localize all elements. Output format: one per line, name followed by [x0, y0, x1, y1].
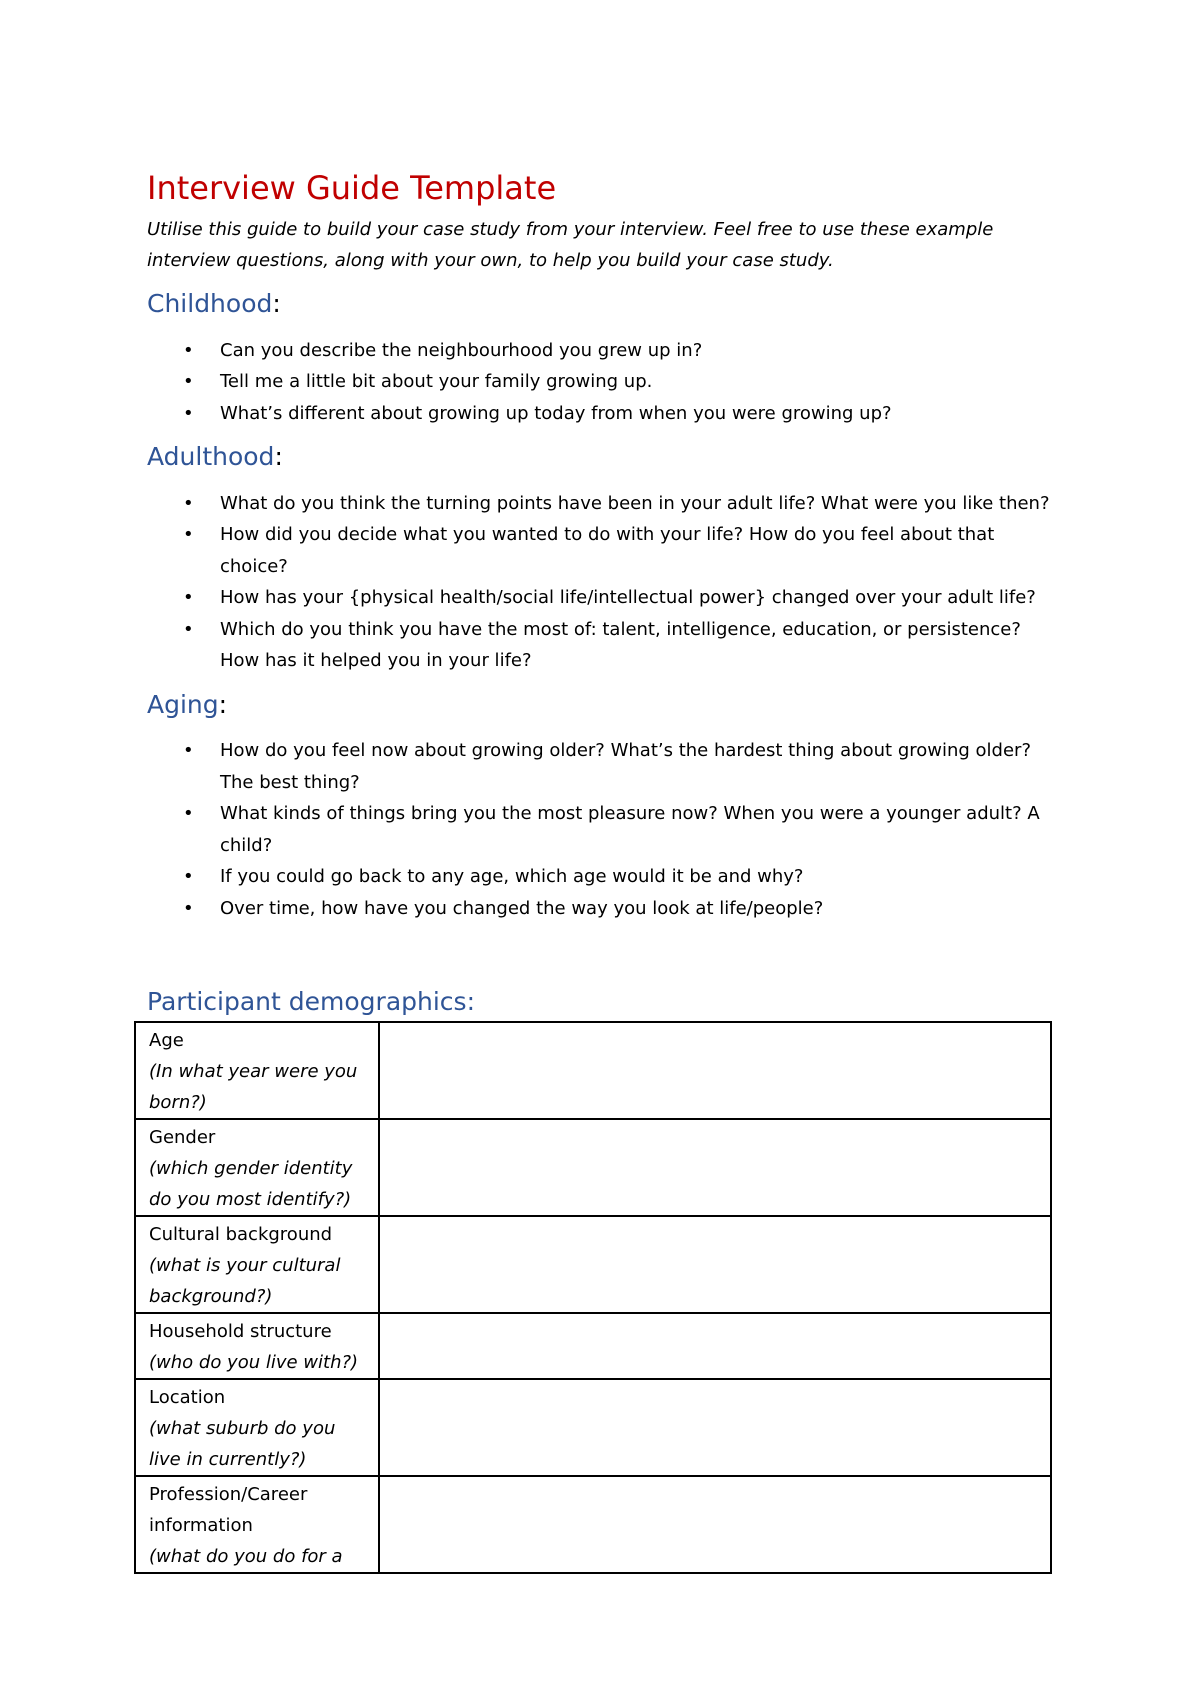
section-heading-text: Adulthood: [147, 442, 275, 471]
row-hint: (what is your cultural background?): [149, 1254, 341, 1307]
row-hint: (who do you live with?): [149, 1351, 359, 1373]
row-label-cell: [135, 1379, 379, 1476]
list-item: [147, 614, 1053, 677]
question-text: If you could go back to any age, which age would it be and why?: [220, 866, 804, 887]
row-label: Gender: [149, 1126, 216, 1148]
gender-value-field[interactable]: [379, 1119, 1051, 1216]
row-hint: (what do you do for a: [149, 1545, 343, 1567]
row-hint: (In what year were you born?): [149, 1060, 358, 1113]
question-text: Which do you think you have the most of: talent, intelligence, education, or persistence? How has it helped you in your life?: [220, 618, 1021, 671]
section-heading-aging: [147, 689, 1053, 722]
row-label-cell: [135, 1313, 379, 1379]
bullet-icon: •: [183, 866, 194, 887]
list-item: [147, 366, 1053, 398]
bullet-icon: •: [183, 339, 194, 361]
demographics-table: [134, 1021, 1052, 1574]
section-heading-text: Aging: [147, 689, 219, 719]
question-text: Over time, how have you changed the way you look at life/people?: [220, 897, 824, 919]
question-text: How did you decide what you wanted to do with your life? How do you feel about that choice?: [220, 524, 995, 577]
bullet-icon: •: [183, 618, 194, 640]
bullet-icon: •: [183, 402, 194, 424]
bullet-icon: •: [183, 803, 194, 824]
household-structure-value-field[interactable]: [379, 1313, 1051, 1379]
row-label-cell: [135, 1119, 379, 1216]
list-item: [147, 488, 1053, 520]
intro-text: Utilise this guide to build your case study from your interview. Feel free to use these example interview questions, along with your own, to help you build your case study.: [147, 219, 994, 271]
table-row: [135, 1379, 1051, 1476]
bullet-icon: •: [183, 371, 194, 392]
heading-colon: :: [274, 442, 283, 471]
bullet-icon: •: [183, 492, 194, 514]
question-text: Tell me a little bit about your family growing up.: [220, 371, 653, 392]
question-text: How do you feel now about growing older? What’s the hardest thing about growing older? The best thing?: [220, 740, 1032, 793]
row-label: Location: [149, 1386, 226, 1408]
list-item: [147, 735, 1053, 798]
question-text: What do you think the turning points have been in your adult life? What were you like then?: [220, 492, 1050, 514]
list-item: [147, 861, 1053, 893]
heading-colon: :: [218, 689, 228, 719]
row-label: Household structure: [149, 1320, 332, 1342]
table-row: [135, 1119, 1051, 1216]
table-row: [135, 1313, 1051, 1379]
question-list-adulthood: [147, 488, 1053, 677]
question-list-aging: [147, 735, 1053, 924]
list-item: [147, 519, 1053, 582]
question-text: Can you describe the neighbourhood you grew up in?: [220, 339, 703, 361]
section-heading-text: Childhood: [147, 289, 273, 318]
bullet-icon: •: [183, 897, 194, 919]
question-text: What’s different about growing up today from when you were growing up?: [220, 402, 892, 424]
table-row: [135, 1216, 1051, 1313]
row-label: Age: [149, 1029, 184, 1051]
row-label-cell: [135, 1216, 379, 1313]
list-item: [147, 893, 1053, 925]
list-item: [147, 335, 1053, 367]
heading-colon: :: [272, 289, 281, 318]
row-hint: (what suburb do you live in currently?): [149, 1417, 336, 1470]
bullet-icon: •: [183, 524, 194, 545]
section-heading-childhood: [147, 288, 1053, 321]
question-list-childhood: [147, 335, 1053, 430]
cultural-background-value-field[interactable]: [379, 1216, 1051, 1313]
bullet-icon: •: [183, 740, 194, 761]
location-value-field[interactable]: [379, 1379, 1051, 1476]
list-item: [147, 582, 1053, 614]
question-text: What kinds of things bring you the most pleasure now? When you were a younger adult? A child?: [220, 803, 1040, 856]
demographics-heading: Participant demographics:: [147, 987, 475, 1016]
page-title: Interview Guide Template: [147, 169, 557, 207]
table-row: [135, 1022, 1051, 1119]
row-hint: (which gender identity do you most identify?): [149, 1157, 353, 1210]
row-label-cell: [135, 1022, 379, 1119]
section-heading-adulthood: [147, 441, 1053, 474]
document-content: [147, 168, 1053, 1574]
row-label: Profession/Career information: [149, 1483, 308, 1536]
row-label-cell: [135, 1476, 379, 1573]
profession-value-field[interactable]: [379, 1476, 1051, 1573]
list-item: [147, 398, 1053, 430]
table-row: [135, 1476, 1051, 1573]
list-item: [147, 798, 1053, 861]
row-label: Cultural background: [149, 1223, 333, 1245]
question-text: How has your {physical health/social life/intellectual power} changed over your adult life?: [220, 587, 1036, 608]
age-value-field[interactable]: [379, 1022, 1051, 1119]
bullet-icon: •: [183, 587, 194, 608]
